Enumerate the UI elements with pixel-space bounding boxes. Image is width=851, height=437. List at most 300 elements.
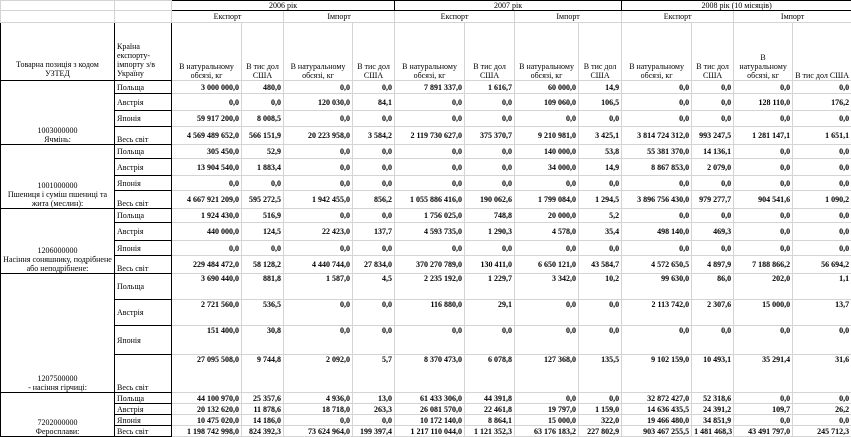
value-cell: 4 572 650,5 <box>622 256 692 274</box>
value-cell: 0,0 <box>465 145 515 159</box>
value-cell: 13,0 <box>353 393 395 404</box>
value-cell: 3 000 000,0 <box>172 81 242 94</box>
value-cell: 11 878,6 <box>242 404 284 415</box>
value-cell: 0,0 <box>793 159 851 176</box>
table-row <box>1 223 851 241</box>
value-cell: 25 357,6 <box>242 393 284 404</box>
value-cell: 22 423,0 <box>284 223 353 241</box>
value-cell: 43 491 797,0 <box>734 426 793 437</box>
value-cell: 904 541,6 <box>734 191 793 209</box>
value-cell: 9 102 159,0 <box>622 355 692 393</box>
value-cell: 1 290,3 <box>465 223 515 241</box>
country-cell: Австрія <box>115 159 172 176</box>
value-cell: 0,0 <box>353 209 395 223</box>
value-cell: 120 030,0 <box>284 94 353 111</box>
value-cell: 0,0 <box>284 326 353 355</box>
value-cell: 2 721 560,0 <box>172 300 242 326</box>
value-cell: 0,0 <box>793 81 851 94</box>
value-cell: 0,0 <box>353 81 395 94</box>
value-cell: 106,5 <box>579 94 622 111</box>
value-cell: 0,0 <box>465 326 515 355</box>
product-name: Насіння соняшнику, подрібнене або неподрібнене: <box>3 255 112 273</box>
value-cell: 9 210 981,0 <box>515 127 579 145</box>
import-header: Імпорт <box>284 11 395 23</box>
value-cell: 979 277,7 <box>692 191 734 209</box>
value-cell: 137,7 <box>353 223 395 241</box>
value-cell: 0,0 <box>515 111 579 127</box>
value-cell: 3 342,0 <box>515 274 579 300</box>
value-cell: 305 450,0 <box>172 145 242 159</box>
year-header-2008: 2008 рік (10 місяців) <box>622 1 851 11</box>
value-cell: 1 159,0 <box>579 404 622 415</box>
value-cell: 0,0 <box>692 209 734 223</box>
natural-col-header: В натуральному обсязі, кг <box>734 23 793 81</box>
country-cell: Польща <box>115 145 172 159</box>
value-cell: 4 440 744,0 <box>284 256 353 274</box>
value-cell: 3 690 440,0 <box>172 274 242 300</box>
table-row <box>1 111 851 127</box>
value-cell: 14,9 <box>579 81 622 94</box>
value-cell: 0,0 <box>284 241 353 256</box>
value-cell: 229 484 472,0 <box>172 256 242 274</box>
value-cell: 0,0 <box>793 241 851 256</box>
country-cell: Японія <box>115 241 172 256</box>
value-cell: 0,0 <box>692 94 734 111</box>
value-cell: 34 851,9 <box>692 415 734 426</box>
value-cell: 0,0 <box>793 176 851 191</box>
country-cell: Весь світ <box>115 355 172 393</box>
value-cell: 56 694,2 <box>793 256 851 274</box>
value-cell: 2 119 730 627,0 <box>395 127 465 145</box>
value-cell: 8 864,1 <box>465 415 515 426</box>
value-cell: 6 650 121,0 <box>515 256 579 274</box>
value-cell: 18 718,0 <box>284 404 353 415</box>
value-cell: 0,0 <box>622 81 692 94</box>
value-cell: 0,0 <box>515 241 579 256</box>
value-cell: 375 370,7 <box>465 127 515 145</box>
value-cell: 151 400,0 <box>172 326 242 355</box>
value-cell: 0,0 <box>692 326 734 355</box>
value-cell: 1 587,0 <box>284 274 353 300</box>
value-cell: 2 113 742,0 <box>622 300 692 326</box>
value-cell: 52 318,6 <box>692 393 734 404</box>
value-cell: 4 897,9 <box>692 256 734 274</box>
value-cell: 2 079,0 <box>692 159 734 176</box>
value-cell: 0,0 <box>465 159 515 176</box>
usd-col-header: В тис дол США <box>793 23 851 81</box>
value-cell: 1 055 886 416,0 <box>395 191 465 209</box>
value-cell: 498 140,0 <box>622 223 692 241</box>
value-cell: 0,0 <box>242 94 284 111</box>
value-cell: 13 904 540,0 <box>172 159 242 176</box>
value-cell: 0,0 <box>793 223 851 241</box>
value-cell: 0,0 <box>172 176 242 191</box>
value-cell: 109,7 <box>734 404 793 415</box>
value-cell: 14,9 <box>579 159 622 176</box>
table-row <box>1 415 851 426</box>
value-cell: 0,0 <box>353 111 395 127</box>
value-cell: 0,0 <box>395 241 465 256</box>
year-header-2007: 2007 рік <box>395 1 622 11</box>
value-cell: 6 078,8 <box>465 355 515 393</box>
country-cell: Весь світ <box>115 256 172 274</box>
value-cell: 2 235 192,0 <box>395 274 465 300</box>
value-cell: 469,3 <box>692 223 734 241</box>
value-cell: 135,5 <box>579 355 622 393</box>
table-row <box>1 393 851 404</box>
value-cell: 0,0 <box>793 111 851 127</box>
value-cell: 0,0 <box>284 415 353 426</box>
value-cell: 63 176 183,2 <box>515 426 579 437</box>
value-cell: 0,0 <box>284 145 353 159</box>
value-cell: 0,0 <box>622 94 692 111</box>
value-cell: 993 247,5 <box>692 127 734 145</box>
value-cell: 128 110,0 <box>734 94 793 111</box>
table-row <box>1 326 851 355</box>
country-cell: Австрія <box>115 404 172 415</box>
value-cell: 903 467 255,5 <box>622 426 692 437</box>
value-cell: 4 593 735,0 <box>395 223 465 241</box>
value-cell: 1 756 025,0 <box>395 209 465 223</box>
value-cell: 0,0 <box>622 326 692 355</box>
product-cell <box>1 274 115 393</box>
value-cell: 0,0 <box>793 326 851 355</box>
value-cell: 516,9 <box>242 209 284 223</box>
value-cell: 73 624 964,0 <box>284 426 353 437</box>
value-cell: 0,0 <box>242 241 284 256</box>
value-cell: 1 294,5 <box>579 191 622 209</box>
value-cell: 0,0 <box>353 415 395 426</box>
value-cell: 109 060,0 <box>515 94 579 111</box>
value-cell: 440 000,0 <box>172 223 242 241</box>
natural-col-header: В натуральному обсязі, кг <box>515 23 579 81</box>
value-cell: 8 867 853,0 <box>622 159 692 176</box>
natural-col-header: В натуральному обсязі, кг <box>395 23 465 81</box>
value-cell: 0,0 <box>734 223 793 241</box>
value-cell: 1 651,1 <box>793 127 851 145</box>
product-code: 7202000000 <box>3 418 112 427</box>
table-row <box>1 191 851 209</box>
value-cell: 1,1 <box>793 274 851 300</box>
value-cell: 0,0 <box>515 176 579 191</box>
value-cell: 3 814 724 312,0 <box>622 127 692 145</box>
value-cell: 10 475 020,0 <box>172 415 242 426</box>
value-cell: 4,5 <box>353 274 395 300</box>
natural-col-header: В натуральному обсязі, кг <box>622 23 692 81</box>
value-cell: 0,0 <box>284 300 353 326</box>
value-cell: 0,0 <box>395 94 465 111</box>
value-cell: 1 198 742 998,0 <box>172 426 242 437</box>
value-cell: 0,0 <box>622 209 692 223</box>
value-cell: 15 000,0 <box>515 415 579 426</box>
value-cell: 8 370 473,0 <box>395 355 465 393</box>
natural-col-header: В натуральному обсязі, кг <box>172 23 242 81</box>
table-row <box>1 274 851 300</box>
table-row <box>1 94 851 111</box>
value-cell: 44 100 970,0 <box>172 393 242 404</box>
import-header: Імпорт <box>734 11 851 23</box>
table-row <box>1 159 851 176</box>
value-cell: 0,0 <box>793 145 851 159</box>
value-cell: 99 630,0 <box>622 274 692 300</box>
value-cell: 19 797,0 <box>515 404 579 415</box>
value-cell: 1 090,2 <box>793 191 851 209</box>
value-cell: 3 425,1 <box>579 127 622 145</box>
value-cell: 14 636 435,5 <box>622 404 692 415</box>
natural-col-header: В натуральному обсязі, кг <box>284 23 353 81</box>
value-cell: 0,0 <box>465 241 515 256</box>
value-cell: 0,0 <box>692 176 734 191</box>
value-cell: 53,8 <box>579 145 622 159</box>
value-cell: 0,0 <box>353 145 395 159</box>
value-cell: 1 281 147,1 <box>734 127 793 145</box>
value-cell: 9 744,8 <box>242 355 284 393</box>
value-cell: 0,0 <box>353 326 395 355</box>
value-cell: 856,2 <box>353 191 395 209</box>
value-cell: 0,0 <box>515 326 579 355</box>
usd-col-header: В тис дол США <box>465 23 515 81</box>
country-cell: Польща <box>115 81 172 94</box>
value-cell: 30,8 <box>242 326 284 355</box>
value-cell: 0,0 <box>793 415 851 426</box>
value-cell: 27 095 508,0 <box>172 355 242 393</box>
value-cell: 20 132 620,0 <box>172 404 242 415</box>
value-cell: 0,0 <box>734 393 793 404</box>
product-name: Пшениця і суміш пшениці та жита (меслин): <box>3 190 112 208</box>
value-cell: 0,0 <box>465 176 515 191</box>
export-header: Експорт <box>172 11 284 23</box>
value-cell: 4 667 921 209,0 <box>172 191 242 209</box>
value-cell: 43 584,7 <box>579 256 622 274</box>
value-cell: 0,0 <box>353 176 395 191</box>
value-cell: 263,3 <box>353 404 395 415</box>
value-cell: 536,5 <box>242 300 284 326</box>
value-cell: 0,0 <box>395 176 465 191</box>
value-cell: 190 062,6 <box>465 191 515 209</box>
value-cell: 127 368,0 <box>515 355 579 393</box>
value-cell: 32 872 427,0 <box>622 393 692 404</box>
country-cell: Весь світ <box>115 426 172 437</box>
country-cell: Японія <box>115 326 172 355</box>
value-cell: 4 936,0 <box>284 393 353 404</box>
value-cell: 0,0 <box>793 209 851 223</box>
value-cell: 245 712,3 <box>793 426 851 437</box>
value-cell: 52,9 <box>242 145 284 159</box>
value-cell: 22 461,8 <box>465 404 515 415</box>
value-cell: 0,0 <box>395 111 465 127</box>
table-row <box>1 426 851 437</box>
value-cell: 0,0 <box>515 393 579 404</box>
product-cell <box>1 209 115 274</box>
product-cell <box>1 81 115 145</box>
value-cell: 0,0 <box>579 176 622 191</box>
value-cell: 0,0 <box>734 415 793 426</box>
value-cell: 44 391,8 <box>465 393 515 404</box>
product-name: Феросплави: <box>3 427 112 436</box>
country-cell: Австрія <box>115 94 172 111</box>
value-cell: 7 188 866,2 <box>734 256 793 274</box>
value-cell: 1 217 110 044,0 <box>395 426 465 437</box>
value-cell: 227 802,9 <box>579 426 622 437</box>
product-name: Ячмінь: <box>3 135 112 144</box>
value-cell: 60 000,0 <box>515 81 579 94</box>
value-cell: 58 128,2 <box>242 256 284 274</box>
value-cell: 1 924 430,0 <box>172 209 242 223</box>
value-cell: 824 392,3 <box>242 426 284 437</box>
value-cell: 10,2 <box>579 274 622 300</box>
value-cell: 140 000,0 <box>515 145 579 159</box>
product-code: 1003000000 <box>3 126 112 135</box>
value-cell: 5,2 <box>579 209 622 223</box>
country-cell: Австрія <box>115 223 172 241</box>
import-header: Імпорт <box>515 11 622 23</box>
value-cell: 124,5 <box>242 223 284 241</box>
value-cell: 2 092,0 <box>284 355 353 393</box>
table-row <box>1 209 851 223</box>
country-cell: Польща <box>115 209 172 223</box>
value-cell: 7 891 337,0 <box>395 81 465 94</box>
value-cell: 1 121 352,3 <box>465 426 515 437</box>
country-cell: Весь світ <box>115 127 172 145</box>
value-cell: 5,7 <box>353 355 395 393</box>
value-cell: 0,0 <box>284 81 353 94</box>
country-cell: Польща <box>115 274 172 300</box>
table-row <box>1 241 851 256</box>
value-cell: 14 136,1 <box>692 145 734 159</box>
value-cell: 748,8 <box>465 209 515 223</box>
value-cell: 0,0 <box>395 145 465 159</box>
product-code: 1001000000 <box>3 181 112 190</box>
value-cell: 0,0 <box>579 111 622 127</box>
value-cell: 2 307,6 <box>692 300 734 326</box>
table-row <box>1 300 851 326</box>
table-row <box>1 355 851 393</box>
value-cell: 10 493,1 <box>692 355 734 393</box>
value-cell: 59 917 200,0 <box>172 111 242 127</box>
value-cell: 0,0 <box>395 159 465 176</box>
value-cell: 0,0 <box>395 326 465 355</box>
value-cell: 480,0 <box>242 81 284 94</box>
table-row <box>1 256 851 274</box>
table-row <box>1 127 851 145</box>
value-cell: 20 223 958,0 <box>284 127 353 145</box>
value-cell: 0,0 <box>353 300 395 326</box>
value-cell: 176,2 <box>793 94 851 111</box>
export-header: Експорт <box>395 11 515 23</box>
value-cell: 0,0 <box>579 393 622 404</box>
value-cell: 1 229,7 <box>465 274 515 300</box>
value-cell: 1 883,4 <box>242 159 284 176</box>
value-cell: 0,0 <box>622 241 692 256</box>
value-cell: 31,6 <box>793 355 851 393</box>
table-row <box>1 81 851 94</box>
country-col-header: Країна експорту-імпорту з/в Україну <box>115 23 172 81</box>
value-cell: 20 000,0 <box>515 209 579 223</box>
usd-col-header: В тис дол США <box>692 23 734 81</box>
value-cell: 370 270 789,0 <box>395 256 465 274</box>
usd-col-header: В тис дол США <box>579 23 622 81</box>
value-cell: 0,0 <box>515 300 579 326</box>
table-row <box>1 145 851 159</box>
value-cell: 0,0 <box>734 209 793 223</box>
value-cell: 202,0 <box>734 274 793 300</box>
value-cell: 0,0 <box>734 145 793 159</box>
value-cell: 0,0 <box>734 241 793 256</box>
value-cell: 1 616,7 <box>465 81 515 94</box>
value-cell: 0,0 <box>353 241 395 256</box>
value-cell: 0,0 <box>242 176 284 191</box>
value-cell: 595 272,5 <box>242 191 284 209</box>
value-cell: 0,0 <box>465 94 515 111</box>
table-row <box>1 176 851 191</box>
value-cell: 35,4 <box>579 223 622 241</box>
value-cell: 4 578,0 <box>515 223 579 241</box>
country-cell: Весь світ <box>115 191 172 209</box>
value-cell: 566 151,9 <box>242 127 284 145</box>
value-cell: 0,0 <box>579 300 622 326</box>
value-cell: 0,0 <box>734 176 793 191</box>
value-cell: 3 896 756 430,0 <box>622 191 692 209</box>
value-cell: 0,0 <box>622 111 692 127</box>
value-cell: 0,0 <box>734 326 793 355</box>
country-cell: Японія <box>115 176 172 191</box>
table-row <box>1 404 851 415</box>
value-cell: 1 481 468,3 <box>692 426 734 437</box>
product-code: 1207500000 <box>3 374 112 383</box>
value-cell: 29,1 <box>465 300 515 326</box>
usd-col-header: В тис дол США <box>353 23 395 81</box>
usd-col-header: В тис дол США <box>242 23 284 81</box>
value-cell: 55 381 370,0 <box>622 145 692 159</box>
value-cell: 0,0 <box>692 241 734 256</box>
product-name: - насіння гірчиці: <box>3 383 112 392</box>
value-cell: 34 000,0 <box>515 159 579 176</box>
value-cell: 199 397,4 <box>353 426 395 437</box>
product-col-header: Товарна позиція з кодом УЗТЕД <box>1 23 115 81</box>
value-cell: 0,0 <box>579 241 622 256</box>
value-cell: 0,0 <box>692 111 734 127</box>
value-cell: 1 799 084,0 <box>515 191 579 209</box>
value-cell: 19 466 480,0 <box>622 415 692 426</box>
export-header: Експорт <box>622 11 734 23</box>
product-code: 1206000000 <box>3 246 112 255</box>
value-cell: 86,0 <box>692 274 734 300</box>
value-cell: 26 081 570,0 <box>395 404 465 415</box>
value-cell: 881,8 <box>242 274 284 300</box>
value-cell: 0,0 <box>734 159 793 176</box>
country-cell: Австрія <box>115 300 172 326</box>
value-cell: 3 584,2 <box>353 127 395 145</box>
value-cell: 35 291,4 <box>734 355 793 393</box>
value-cell: 130 411,0 <box>465 256 515 274</box>
product-cell <box>1 145 115 209</box>
value-cell: 10 172 140,0 <box>395 415 465 426</box>
country-cell: Польща <box>115 393 172 404</box>
value-cell: 0,0 <box>353 159 395 176</box>
value-cell: 0,0 <box>284 209 353 223</box>
country-cell: Японія <box>115 415 172 426</box>
value-cell: 8 008,5 <box>242 111 284 127</box>
value-cell: 0,0 <box>734 111 793 127</box>
value-cell: 0,0 <box>465 111 515 127</box>
value-cell: 15 000,0 <box>734 300 793 326</box>
year-header-2006: 2006 рік <box>172 1 395 11</box>
value-cell: 0,0 <box>172 241 242 256</box>
value-cell: 26,2 <box>793 404 851 415</box>
value-cell: 0,0 <box>793 393 851 404</box>
value-cell: 24 391,2 <box>692 404 734 415</box>
value-cell: 0,0 <box>622 176 692 191</box>
